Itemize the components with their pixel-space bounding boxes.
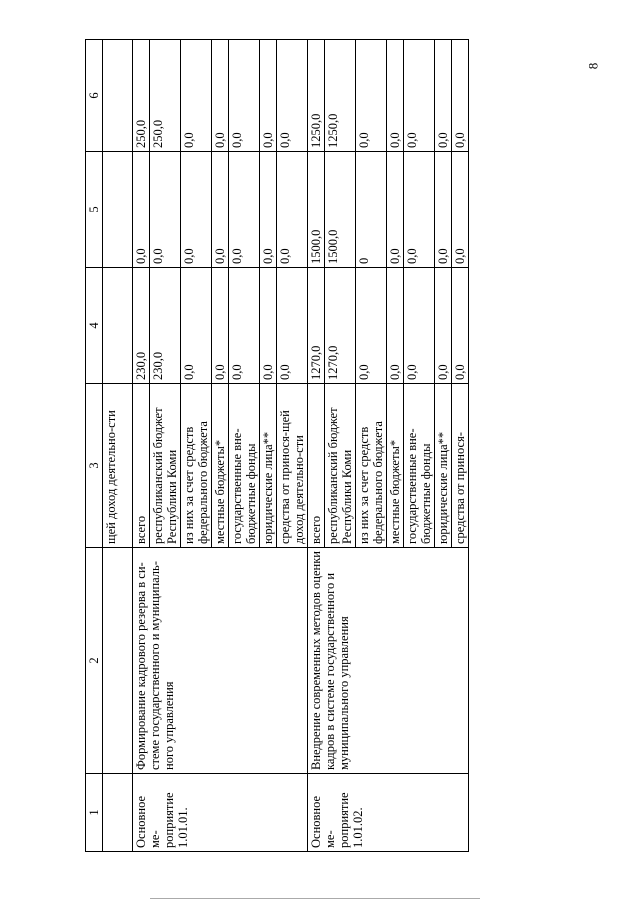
value-col5: 0,0 [277,152,308,268]
table-row [133,40,150,852]
value-col4: 0,0 [404,268,435,384]
source-cell: юридические лица** [435,384,452,548]
value-col4: 0,0 [260,268,277,384]
value-col6: 0,0 [387,40,404,152]
value-col5: 0,0 [133,152,150,268]
value-col6: 250,0 [133,40,150,152]
measure-name: Формирование кадрового резерва в си-стеме государственного и муниципаль-ного управления [133,548,308,774]
rotated-table-wrapper [85,40,522,852]
value-col4: 0,0 [181,268,212,384]
value-col5: 1500,0 [325,152,356,268]
funding-table [85,39,469,852]
measure-code: Основное ме-роприятие 1.01.01. [133,774,308,852]
value-col6: 0,0 [277,40,308,152]
value-col6: 0,0 [452,40,469,152]
col-header-2: 2 [86,548,103,774]
value-col5: 1500,0 [308,152,325,268]
value-col4: 0,0 [229,268,260,384]
value-col6: 0,0 [435,40,452,152]
col-header-6: 6 [86,40,103,152]
value-col5: 0,0 [387,152,404,268]
source-cell: местные бюджеты* [387,384,404,548]
value-col5: 0,0 [404,152,435,268]
source-cell: республиканский бюджет Республики Коми [150,384,181,548]
source-cell: юридические лица** [260,384,277,548]
value-col6: 250,0 [150,40,181,152]
table-row [308,40,325,852]
value-col4: 0,0 [356,268,387,384]
value-col4: 230,0 [133,268,150,384]
value-col4: 0,0 [435,268,452,384]
value-col5: 0,0 [260,152,277,268]
value-col6: 0,0 [404,40,435,152]
value-col5: 0 [356,152,387,268]
value-col4: 0,0 [387,268,404,384]
source-cell: государственные вне-бюджетные фонды [404,384,435,548]
source-cell: средства от принося-щей доход деятельно-сти [277,384,308,548]
table-row-continuation [103,40,133,852]
source-cell: из них за счет средств федерального бюджета [181,384,212,548]
value-col4: 0,0 [277,268,308,384]
source-cell: средства от принося- [452,384,469,548]
col-header-3: 3 [86,384,103,548]
value-col5: 0,0 [229,152,260,268]
col-header-5: 5 [86,152,103,268]
value-col6: 1250,0 [308,40,325,152]
table-header-row [86,40,103,852]
col-header-1: 1 [86,774,103,852]
source-cell: местные бюджеты* [212,384,229,548]
source-cell: щей доход деятельно-сти [103,384,133,548]
value-col6: 0,0 [229,40,260,152]
scan-artifact-line [150,898,480,899]
value-col6: 0,0 [260,40,277,152]
value-col6: 0,0 [212,40,229,152]
measure-name: Внедрение современных методов оценки кадров в системе государственного и муниципального управления [308,548,469,774]
col-header-4: 4 [86,268,103,384]
value-col4: 1270,0 [308,268,325,384]
value-col6: 1250,0 [325,40,356,152]
measure-code: Основное ме-роприятие 1.01.02. [308,774,469,852]
source-cell: республиканский бюджет Республики Коми [325,384,356,548]
value-col5: 0,0 [181,152,212,268]
value-col6: 0,0 [181,40,212,152]
value-col5: 0,0 [435,152,452,268]
source-cell: всего [308,384,325,548]
value-col5: 0,0 [452,152,469,268]
value-col4: 0,0 [452,268,469,384]
value-col6: 0,0 [356,40,387,152]
value-col5: 0,0 [150,152,181,268]
page-number: 8 [585,62,601,70]
value-col4: 1270,0 [325,268,356,384]
source-cell: государственные вне-бюджетные фонды [229,384,260,548]
source-cell: всего [133,384,150,548]
source-cell: из них за счет средств федерального бюджета [356,384,387,548]
value-col4: 230,0 [150,268,181,384]
value-col5: 0,0 [212,152,229,268]
value-col4: 0,0 [212,268,229,384]
